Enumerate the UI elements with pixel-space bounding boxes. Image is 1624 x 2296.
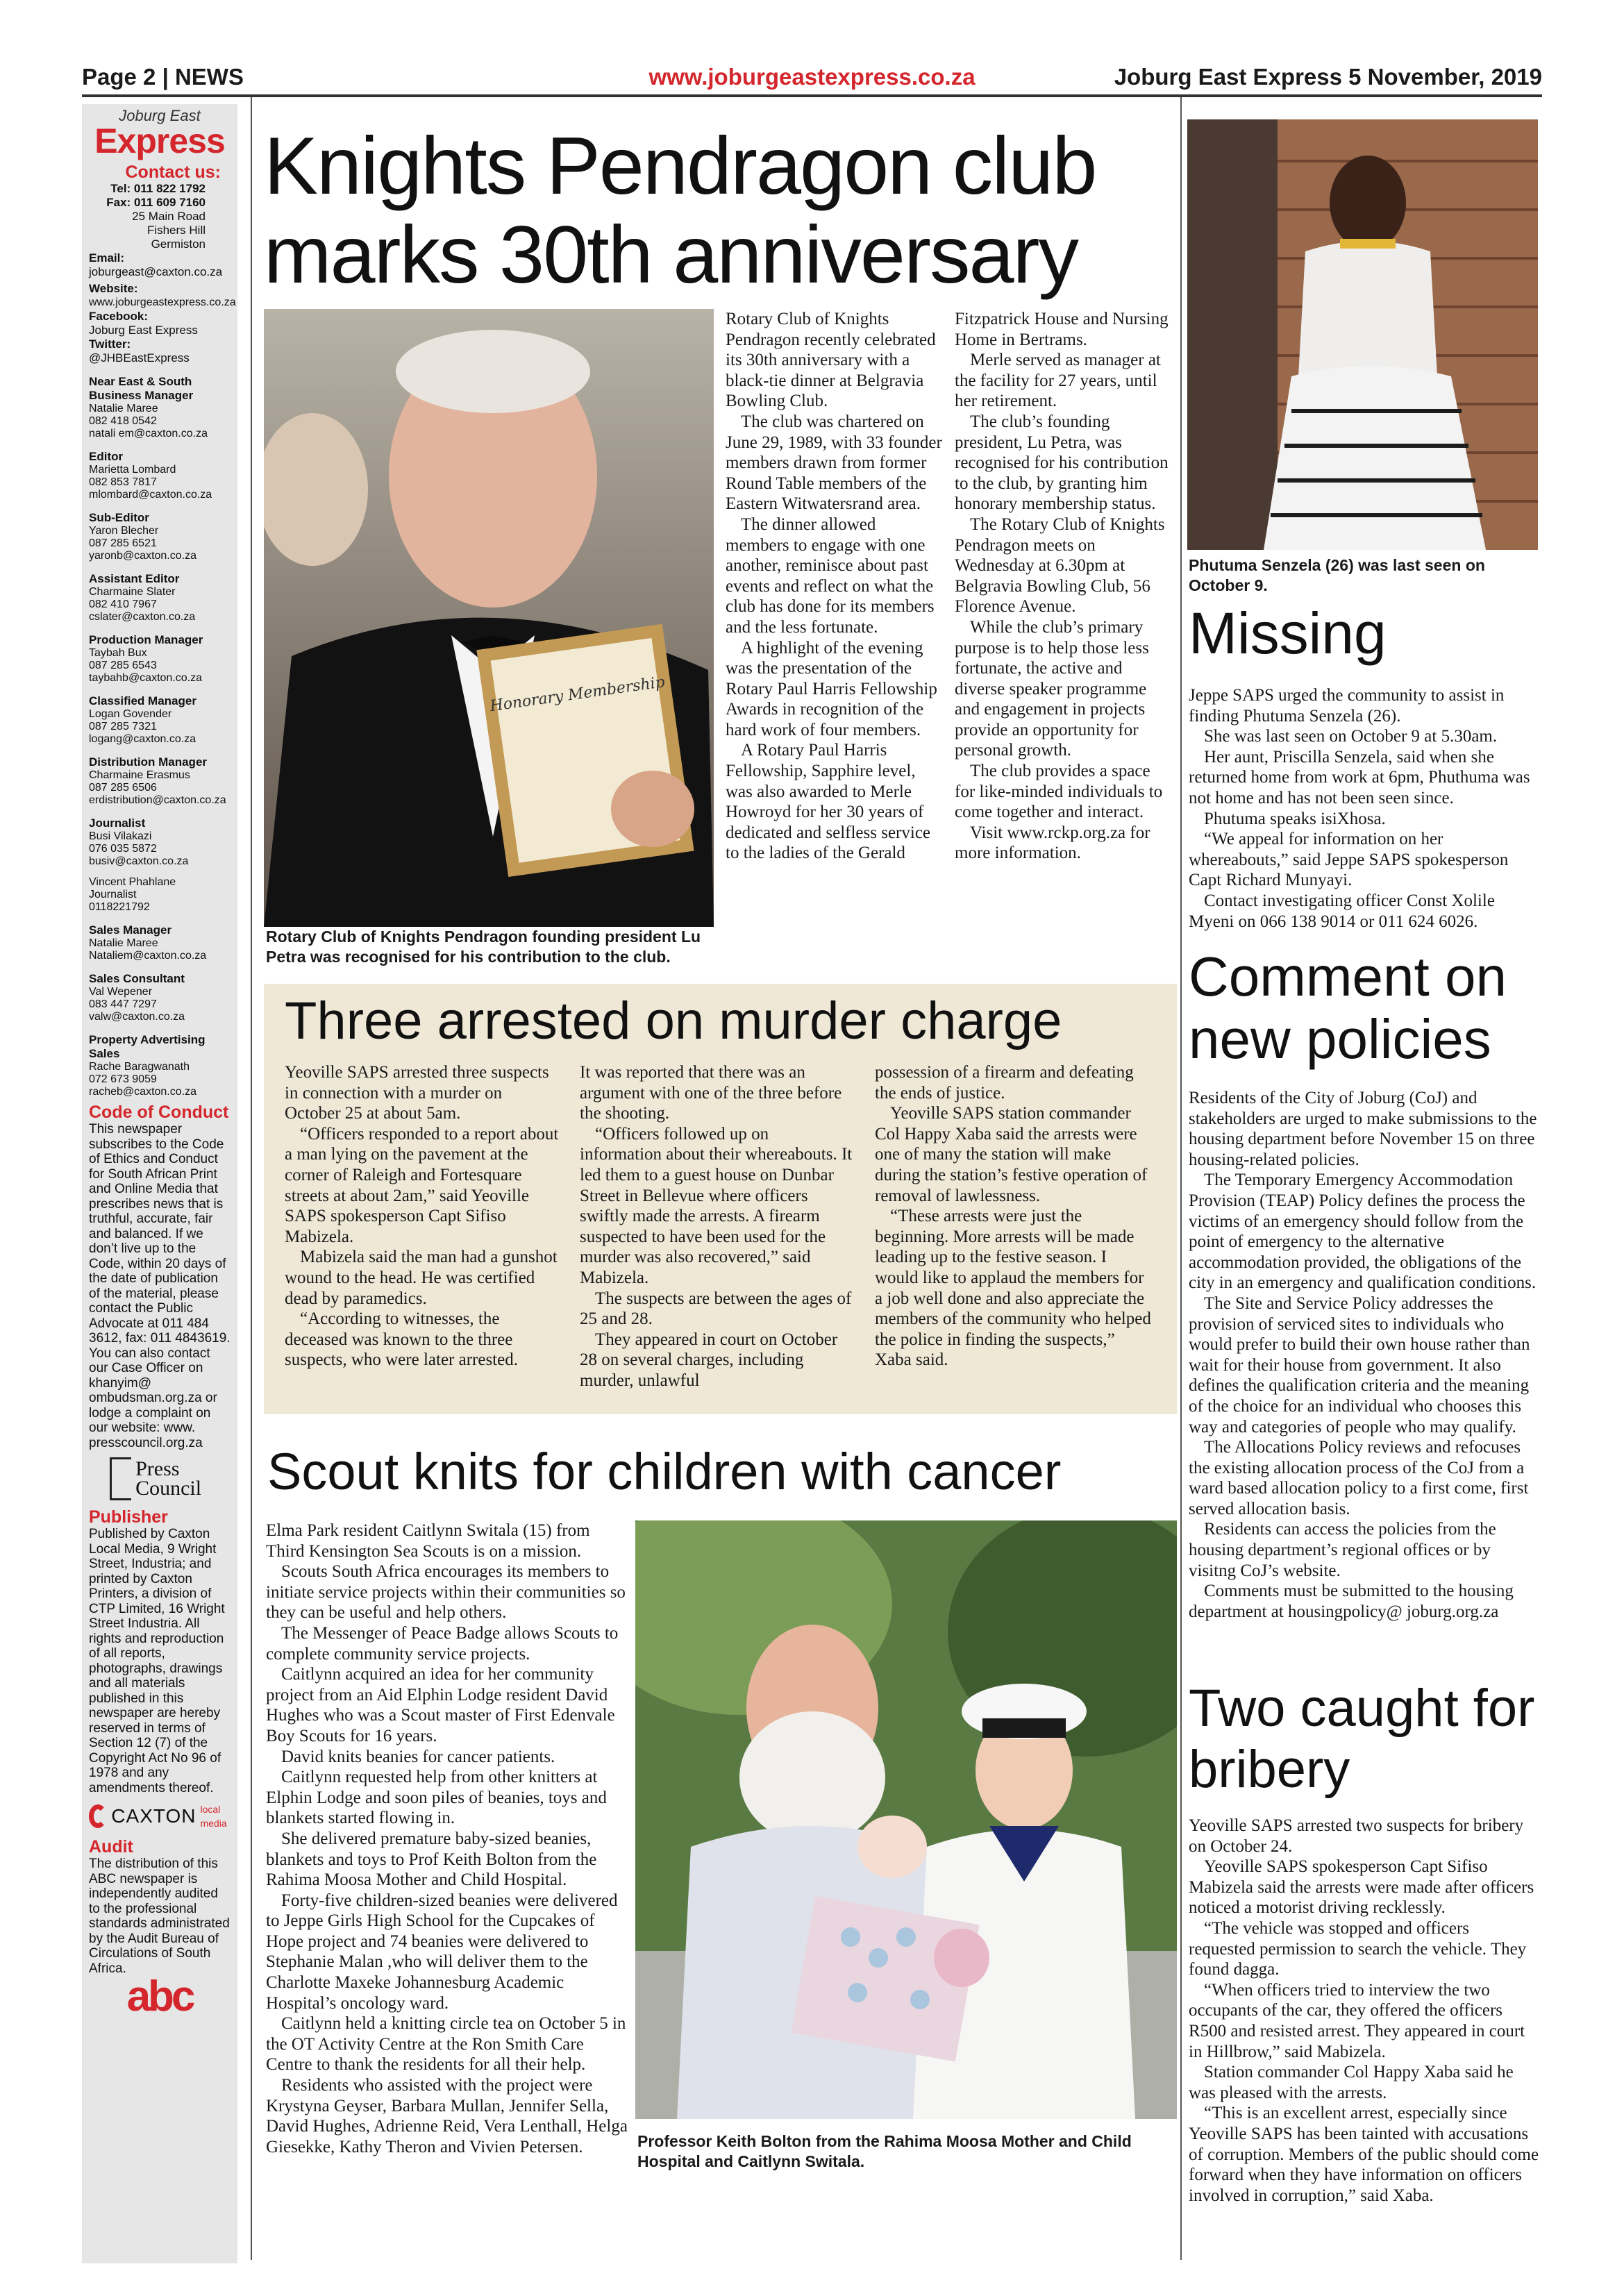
address-line: Fishers Hill bbox=[147, 224, 206, 237]
staff-role: Sales Consultant bbox=[89, 972, 185, 985]
paragraph: Fitzpatrick House and Nursing Home in Bertrams. bbox=[955, 310, 1169, 349]
caxton-c-icon bbox=[89, 1804, 107, 1828]
paragraph: Yeoville SAPS arrested two suspects for bribery on October 24. bbox=[1189, 1816, 1524, 1856]
paragraph: She delivered premature baby-sized beanies, blankets and toys to Prof Keith Bolton from the Rahima Moosa Mother and Child Hospital. bbox=[266, 1829, 597, 1890]
staff-detail: Marietta Lombard bbox=[89, 464, 176, 476]
facebook[interactable]: Joburg East Express bbox=[89, 324, 198, 337]
knights-col-2 bbox=[955, 309, 1171, 864]
code-text: This newspaper subscribes to the Code of Ethics and Conduct for South African Print and Online Media that prescribes news that is truthful, accurate, fair and balanced. If we don’t live up to the Code, within 20 days of the date of publication of the material, please contact the Public Advocate at 011 484 3612, fax: 011 4843619. You can also contact our Case Officer on khanyim@ ombudsman.org.za or lodge a complaint on our website: www. presscouncil.org.za bbox=[89, 1122, 231, 1450]
paragraph: Contact investigating officer Const Xolile Myeni on 066 138 9014 or 011 624 6026. bbox=[1189, 891, 1495, 931]
website[interactable]: www.joburgeastexpress.co.za bbox=[89, 296, 236, 308]
paragraph: Merle served as manager at the facility for 27 years, until her retirement. bbox=[955, 351, 1161, 411]
paragraph: “This is an excellent arrest, especially since Yeoville SAPS has been tainted with accusations of corruption. Members of the public should come forward when they have information on officers involved in corruption,” said Xaba. bbox=[1189, 2104, 1539, 2205]
scout-headline: Scout knits for children with cancer bbox=[267, 1443, 1062, 1500]
staff-list bbox=[89, 365, 231, 1098]
paragraph: The suspects are between the ages of 25 and 28. bbox=[580, 1289, 852, 1329]
missing-headline: Missing bbox=[1189, 601, 1387, 666]
paragraph: Yeoville SAPS spokesperson Capt Sifiso Mabizela said the arrests were made after officers noticed a motorist driving recklessly. bbox=[1189, 1857, 1534, 1918]
column-rule bbox=[251, 97, 252, 2260]
paragraph: The Rotary Club of Knights Pendragon meets on Wednesday at 6.30pm at Belgravia Bowling Club, 56 Florence Avenue. bbox=[955, 514, 1165, 617]
scout-caption: Professor Keith Bolton from the Rahima Moosa Mother and Child Hospital and Caitlynn Switala. bbox=[637, 2132, 1132, 2170]
paragraph: Her aunt, Priscilla Senzela, said when she returned home from work at 6pm, Phuthuma was not home and has not been seen since. bbox=[1189, 747, 1530, 807]
lu-petra-photo-svg bbox=[264, 309, 714, 927]
phutuma-photo bbox=[1187, 119, 1538, 550]
knights-headline: Knights Pendragon club marks 30th anniversary bbox=[264, 120, 1096, 300]
phutuma-photo-svg bbox=[1187, 119, 1538, 550]
staff-detail: 072 673 9059 bbox=[89, 1073, 157, 1085]
paragraph: The Messenger of Peace Badge allows Scouts to complete community service projects. bbox=[266, 1623, 619, 1664]
staff-detail: Val Wepener bbox=[89, 986, 153, 998]
paragraph: “Officers responded to a report about a man lying on the pavement at the corner of Raleigh and Fortesquare streets at about 2am,” said Yeoville SAPS spokesperson Capt Sifiso Mabizela. bbox=[285, 1124, 559, 1246]
paragraph: Forty-five children-sized beanies were delivered to Jeppe Girls High School for the Cupcakes of Hope project and 74 beanies were delivered to Stephanie Malan ,who will deliver them to the Charlotte Maxeke Johannesburg Academic Hospital’s oncology ward. bbox=[266, 1891, 618, 2013]
paragraph: Yeoville SAPS station commander Col Happy Xaba said the arrests were one of many the station will make during the station’s festive operation of removal of lawlessness. bbox=[875, 1104, 1148, 1205]
murder-col-3 bbox=[875, 1062, 1153, 1371]
svg-text:Honorary Membership: Honorary Membership bbox=[489, 673, 667, 716]
staff-detail: 083 447 7297 bbox=[89, 998, 157, 1010]
logo-top: Joburg East bbox=[119, 107, 201, 124]
murder-col-1 bbox=[285, 1062, 559, 1371]
press-council-icon bbox=[110, 1457, 131, 1500]
paragraph: The club provides a space for like-minded individuals to come together and interact. bbox=[955, 762, 1163, 822]
staff-role: Property Advertising Sales bbox=[89, 1033, 206, 1060]
missing-body bbox=[1189, 685, 1539, 932]
paragraph: Comments must be submitted to the housing department at housingpolicy@ joburg.org.za bbox=[1189, 1582, 1514, 1621]
paragraph: She was last seen on October 9 at 5.30am. bbox=[1204, 727, 1498, 746]
audit-heading: Audit bbox=[89, 1837, 133, 1857]
caxton-logo: CAXTON local media bbox=[89, 1802, 231, 1830]
staff-detail: 082 418 0542 bbox=[89, 415, 157, 427]
staff-role: Classified Manager bbox=[89, 694, 196, 707]
code-heading: Code of Conduct bbox=[89, 1103, 229, 1122]
staff-role: Assistant Editor bbox=[89, 572, 180, 585]
staff-detail: 082 853 7817 bbox=[89, 476, 157, 488]
murder-col-2 bbox=[580, 1062, 854, 1391]
staff-detail: Taybah Bux bbox=[89, 647, 147, 659]
publisher-heading: Publisher bbox=[89, 1507, 168, 1527]
abc-logo: abc bbox=[126, 1972, 193, 2020]
bribery-body bbox=[1189, 1816, 1539, 2206]
staff-detail: taybahb@caxton.co.za bbox=[89, 672, 203, 684]
staff-role: Production Manager bbox=[89, 633, 203, 646]
paragraph: The dinner allowed members to engage with one another, reminisce about past events and reflect on what the club has done for its members and the less fortunate. bbox=[726, 514, 935, 637]
staff-role: Sales Manager bbox=[89, 923, 172, 937]
staff-detail: erdistribution@caxton.co.za bbox=[89, 794, 226, 806]
staff-detail: Vincent Phahlane bbox=[89, 876, 176, 888]
paragraph: Station commander Col Happy Xaba said he was pleased with the arrests. bbox=[1189, 2063, 1514, 2102]
press-council-logo: Press Council bbox=[110, 1457, 231, 1500]
policies-body bbox=[1189, 1088, 1539, 1622]
bribery-headline: Two caught for bribery bbox=[1189, 1679, 1535, 1799]
staff-detail: natali em@caxton.co.za bbox=[89, 428, 208, 439]
paragraph: Rotary Club of Knights Pendragon recently celebrated its 30th anniversary with a black-tie dinner at Belgravia Bowling Club. bbox=[726, 310, 936, 411]
paragraph: The club’s founding president, Lu Petra, was recognised for his contribution to the club, by granting him honorary membership status. bbox=[955, 412, 1169, 514]
knights-caption: Rotary Club of Knights Pendragon founding president Lu Petra was recognised for his contribution to the club. bbox=[266, 928, 701, 966]
paragraph: The club was chartered on June 29, 1989, with 33 founder members drawn from former Round Table members of the Eastern Witwatersrand area. bbox=[726, 412, 942, 514]
scout-body bbox=[266, 1520, 628, 2157]
paragraph: Phutuma speaks isiXhosa. bbox=[1204, 809, 1386, 828]
staff-detail: Nataliem@caxton.co.za bbox=[89, 950, 207, 962]
paragraph: “When officers tried to interview the two occupants of the car, they offered the officers R500 and resisted arrest. They appeared in court in Hillbrow,” said Mabizela. bbox=[1189, 1980, 1525, 2061]
staff-detail: Busi Vilakazi bbox=[89, 830, 152, 842]
tel: Tel: 011 822 1792 bbox=[110, 182, 206, 195]
staff-role: Journalist bbox=[89, 816, 146, 830]
page-label: Page 2 | NEWS bbox=[82, 64, 244, 90]
paragraph: “According to witnesses, the deceased was known to the three suspects, who were later arrested. bbox=[285, 1309, 518, 1370]
paragraph: Caitlynn acquired an idea for her community project from an Aid Elphin Lodge resident David Hughes who was a Scout master of First Edenvale Boy Scouts for 16 years. bbox=[266, 1665, 615, 1745]
paragraph: Caitlynn requested help from other knitters at Elphin Lodge and soon piles of beanies, toys and blankets started flowing in. bbox=[266, 1768, 607, 1828]
paragraph: possession of a firearm and defeating the ends of justice. bbox=[875, 1063, 1134, 1103]
staff-role: Near East & South Business Manager bbox=[89, 375, 194, 402]
paragraph: While the club’s primary purpose is to help those less fortunate, the active and diverse speaker programme and engagement in projects provide an opportunity for personal growth. bbox=[955, 617, 1149, 760]
twitter-label: Twitter: bbox=[89, 337, 131, 351]
paragraph: A Rotary Paul Harris Fellowship, Sapphire level, was also awarded to Merle Howroyd for her 30 years of dedicated and selfless service to the ladies of the Gerald bbox=[726, 741, 931, 863]
scout-photo bbox=[635, 1520, 1177, 2119]
fax: Fax: 011 609 7160 bbox=[106, 196, 206, 209]
staff-detail: busiv@caxton.co.za bbox=[89, 855, 189, 867]
paragraph: The Temporary Emergency Accommodation Provision (TEAP) Policy defines the process the victims of an emergency should follow from the point of emergency to the alternative accommodation provided, the obligations of the city in an emergency and qualification conditions. bbox=[1189, 1171, 1537, 1293]
staff-detail bbox=[89, 868, 231, 876]
express-logo: Express bbox=[94, 121, 225, 160]
paragraph: Residents who assisted with the project were Krystyna Geyser, Barbara Mullan, Jennifer Sella, David Hughes, Adrienne Reid, Vera Lenthall, Helga Giesekke, Kathy Theron and Vivien Petersen. bbox=[266, 2076, 628, 2156]
staff-detail: 082 410 7967 bbox=[89, 598, 157, 610]
twitter[interactable]: @JHBEastExpress bbox=[89, 351, 190, 364]
staff-detail: Rache Baragwanath bbox=[89, 1061, 190, 1073]
paragraph: “Officers followed up on information about their whereabouts. It led them to a guest house on Dunbar Street in Bellevue where officers swiftly made the arrests. A firearm suspected to have been used for the murder was also recovered,” said Mabizela. bbox=[580, 1124, 853, 1287]
paragraph: Jeppe SAPS urged the community to assist in finding Phutuma Senzela (26). bbox=[1189, 686, 1505, 726]
paragraph: The Allocations Policy reviews and refocuses the existing allocation process of the CoJ from a ward based allocation policy to a first come, first served allocation basis. bbox=[1189, 1438, 1529, 1518]
paragraph: Yeoville SAPS arrested three suspects in connection with a murder on October 25 at about 5am. bbox=[285, 1063, 549, 1123]
audit-text: The distribution of this ABC newspaper is independently audited to the professional standards administrated by the Audit Bureau of Circulations of South Africa. bbox=[89, 1857, 230, 1976]
staff-detail: yaronb@caxton.co.za bbox=[89, 550, 196, 562]
paragraph: The Site and Service Policy addresses the provision of serviced sites to individuals who would prefer to build their own house rather than wait for their house from government. It also defines the qualification criteria and the meaning of the choice for an individual who chooses this way and categories of people who may qualify. bbox=[1189, 1293, 1530, 1436]
email-label: Email: bbox=[89, 251, 125, 265]
staff-detail: 0118221792 bbox=[89, 901, 150, 913]
paragraph: David knits beanies for cancer patients. bbox=[281, 1747, 555, 1766]
paragraph: Mabizela said the man had a gunshot wound to the head. He was certified dead by paramedics. bbox=[285, 1248, 558, 1308]
scout-photo-svg bbox=[635, 1520, 1177, 2119]
paragraph: “We appeal for information on her whereabouts,” said Jeppe SAPS spokesperson Capt Richard Munyayi. bbox=[1189, 830, 1509, 890]
facebook-label: Facebook: bbox=[89, 310, 149, 323]
staff-detail: cslater@caxton.co.za bbox=[89, 611, 196, 623]
staff-detail: 087 285 6506 bbox=[89, 782, 157, 794]
staff-detail: valw@caxton.co.za bbox=[89, 1011, 185, 1023]
staff-detail: 087 285 6521 bbox=[89, 537, 157, 549]
paragraph: A highlight of the evening was the presentation of the Rotary Paul Harris Fellowship Awards in recognition of the hard work of four members. bbox=[726, 638, 937, 739]
address-line: 25 Main Road bbox=[132, 210, 206, 223]
staff-detail: 087 285 6543 bbox=[89, 660, 157, 671]
paragraph: Visit www.rckp.org.za for more information. bbox=[955, 823, 1150, 863]
staff-detail: Journalist bbox=[89, 889, 137, 900]
staff-detail: Charmaine Slater bbox=[89, 586, 176, 598]
contact-heading: Contact us: bbox=[125, 162, 221, 182]
staff-detail: Charmaine Erasmus bbox=[89, 769, 190, 781]
website-link[interactable]: www.joburgeastexpress.co.za bbox=[648, 64, 976, 90]
website-label: Website: bbox=[89, 282, 138, 295]
paragraph: “The vehicle was stopped and officers requested permission to search the vehicle. They found dagga. bbox=[1189, 1918, 1527, 1979]
policies-headline: Comment on new policies bbox=[1189, 946, 1507, 1070]
staff-detail: racheb@caxton.co.za bbox=[89, 1086, 196, 1098]
staff-role: Sub-Editor bbox=[89, 511, 149, 524]
paragraph: Caitlynn held a knitting circle tea on October 5 in the OT Activity Centre at the Ron Smith Care Centre to thank the residents for all their help. bbox=[266, 2014, 626, 2075]
missing-caption: Phutuma Senzela (26) was last seen on October 9. bbox=[1189, 556, 1485, 594]
staff-role: Editor bbox=[89, 450, 124, 463]
lu-petra-photo bbox=[264, 309, 714, 927]
knights-col-1 bbox=[726, 309, 942, 864]
email[interactable]: joburgeast@caxton.co.za bbox=[89, 265, 223, 278]
staff-detail: Yaron Blecher bbox=[89, 525, 159, 537]
paper-date: Joburg East Express 5 November, 2019 bbox=[1114, 64, 1542, 90]
paragraph: Elma Park resident Caitlynn Switala (15) from Third Kensington Sea Scouts is on a mission. bbox=[266, 1521, 590, 1561]
publisher-text: Published by Caxton Local Media, 9 Wright Street, Industria; and printed by Caxton Printers, a division of CTP Limited, 16 Wright Street Industria. All rights and reproduction of all reports, photographs, drawings and all materials published in this newspaper are hereby reserved in terms of Section 12 (7) of the Copyright Act No 96 of 1978 and any amendments thereof. bbox=[89, 1527, 225, 1795]
paragraph: They appeared in court on October 28 on several charges, including murder, unlawful bbox=[580, 1330, 838, 1390]
staff-detail: logang@caxton.co.za bbox=[89, 733, 196, 745]
paragraph: “These arrests were just the beginning. More arrests will be made leading up to the festive season. I would like to applaud the members for a job well done and also appreciate the members of the community who helped the police in finding the suspects,” Xaba said. bbox=[875, 1207, 1151, 1370]
staff-detail: Natalie Maree bbox=[89, 937, 158, 949]
staff-detail: 076 035 5872 bbox=[89, 843, 157, 855]
paragraph: It was reported that there was an argument with one of the three before the shooting. bbox=[580, 1063, 842, 1123]
paragraph: Residents can access the policies from the housing department’s regional offices or by visitng CoJ’s website. bbox=[1189, 1520, 1496, 1580]
paragraph: Scouts South Africa encourages its members to initiate service projects within their communities so they can be useful and help others. bbox=[266, 1562, 626, 1623]
column-rule bbox=[1180, 97, 1182, 2260]
staff-detail: mlombard@caxton.co.za bbox=[89, 489, 212, 501]
staff-role: Distribution Manager bbox=[89, 755, 208, 769]
paragraph: Residents of the City of Joburg (CoJ) and stakeholders are urged to make submissions to the housing department before November 15 on three housing-related policies. bbox=[1189, 1089, 1537, 1169]
staff-detail: 087 285 7321 bbox=[89, 721, 157, 732]
header-rule bbox=[82, 94, 1542, 97]
staff-detail: Natalie Maree bbox=[89, 403, 158, 414]
murder-headline: Three arrested on murder charge bbox=[285, 991, 1062, 1050]
address-line: Germiston bbox=[151, 237, 206, 251]
staff-detail: Logan Govender bbox=[89, 708, 172, 720]
masthead-sidebar bbox=[82, 104, 237, 2263]
